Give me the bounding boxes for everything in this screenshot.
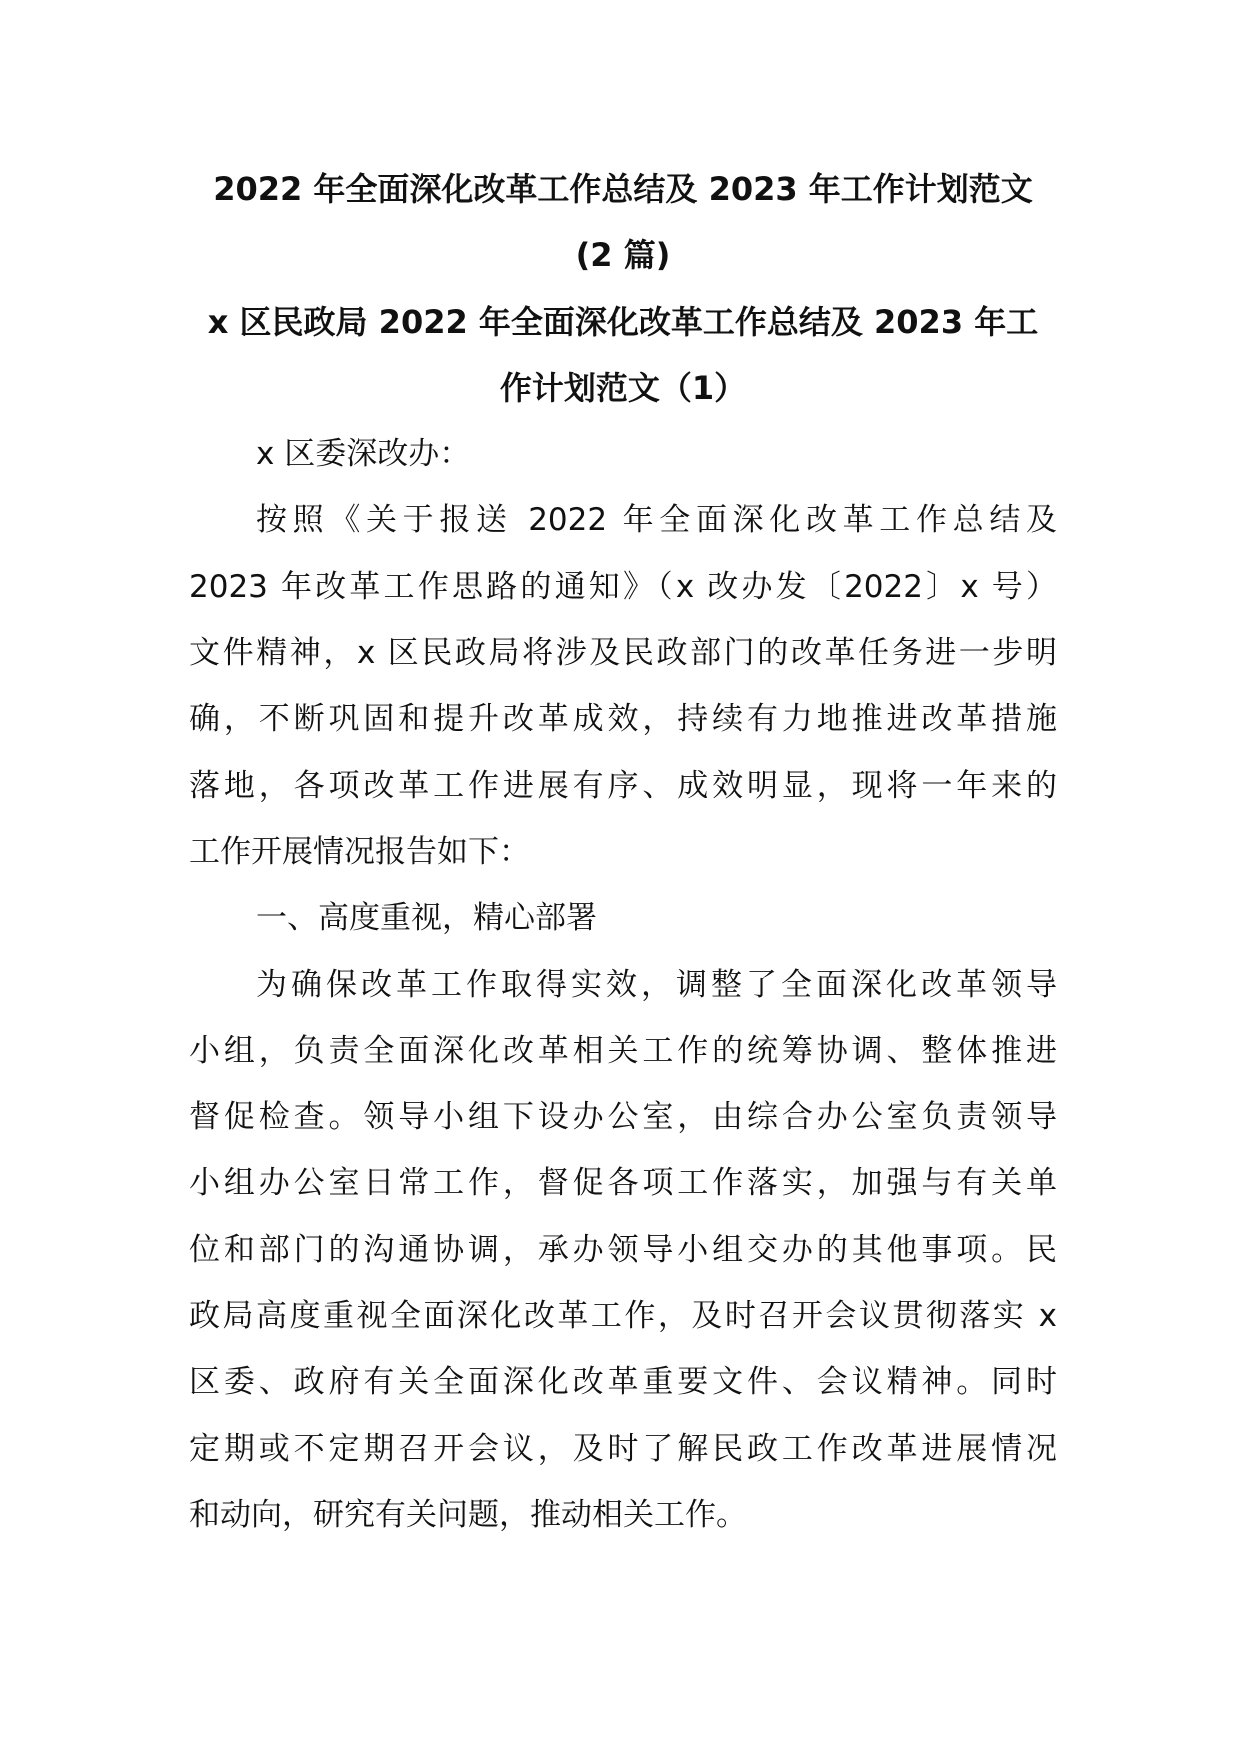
- paragraph-line: 督促检查。领导小组下设办公室，由综合办公室负责领导: [189, 1099, 1057, 1136]
- section-heading: 一、高度重视，精心部署: [256, 900, 597, 937]
- paragraph-line: 为确保改革工作取得实效，调整了全面深化改革领导: [256, 966, 1057, 1003]
- document-title-count: (2 篇): [575, 236, 671, 275]
- paragraph-line: 落地，各项改革工作进展有序、成效明显，现将一年来的: [189, 767, 1057, 804]
- paragraph-line: 定期或不定期召开会议，及时了解民政工作改革进展情况: [189, 1430, 1057, 1467]
- paragraph-line: 按照《关于报送 2022 年全面深化改革工作总结及: [256, 502, 1057, 539]
- paragraph-line: 工作开展情况报告如下：: [189, 833, 530, 870]
- paragraph-line: 位和部门的沟通协调，承办领导小组交办的其他事项。民: [189, 1231, 1057, 1268]
- paragraph-line: 政局高度重视全面深化改革工作，及时召开会议贯彻落实 x: [189, 1298, 1057, 1335]
- document-title: 2022 年全面深化改革工作总结及 2023 年工作计划范文: [213, 170, 1033, 208]
- paragraph-line: 和动向，研究有关问题，推动相关工作。: [189, 1496, 747, 1533]
- paragraph-line: 小组，负责全面深化改革相关工作的统筹协调、整体推进: [189, 1032, 1057, 1069]
- salutation: x 区委深改办：: [256, 436, 471, 473]
- paragraph-line: 区委、政府有关全面深化改革重要文件、会议精神。同时: [189, 1364, 1057, 1401]
- document-page: [189, 156, 1057, 1548]
- paragraph-line: 文件精神，x 区民政局将涉及民政部门的改革任务进一步明: [189, 635, 1057, 672]
- paragraph-1: [189, 487, 1057, 885]
- paragraph-line: 2023 年改革工作思路的通知》（x 改办发〔2022〕x 号）: [189, 568, 1057, 605]
- paragraph-line: 小组办公室日常工作，督促各项工作落实，加强与有关单: [189, 1165, 1057, 1202]
- paragraph-2: [189, 952, 1057, 1549]
- paragraph-line: 确，不断巩固和提升改革成效，持续有力地推进改革措施: [189, 701, 1057, 738]
- document-subtitle-cont: 作计划范文（1）: [499, 368, 747, 407]
- document-subtitle: x 区民政局 2022 年全面深化改革工作总结及 2023 年工: [207, 302, 1039, 341]
